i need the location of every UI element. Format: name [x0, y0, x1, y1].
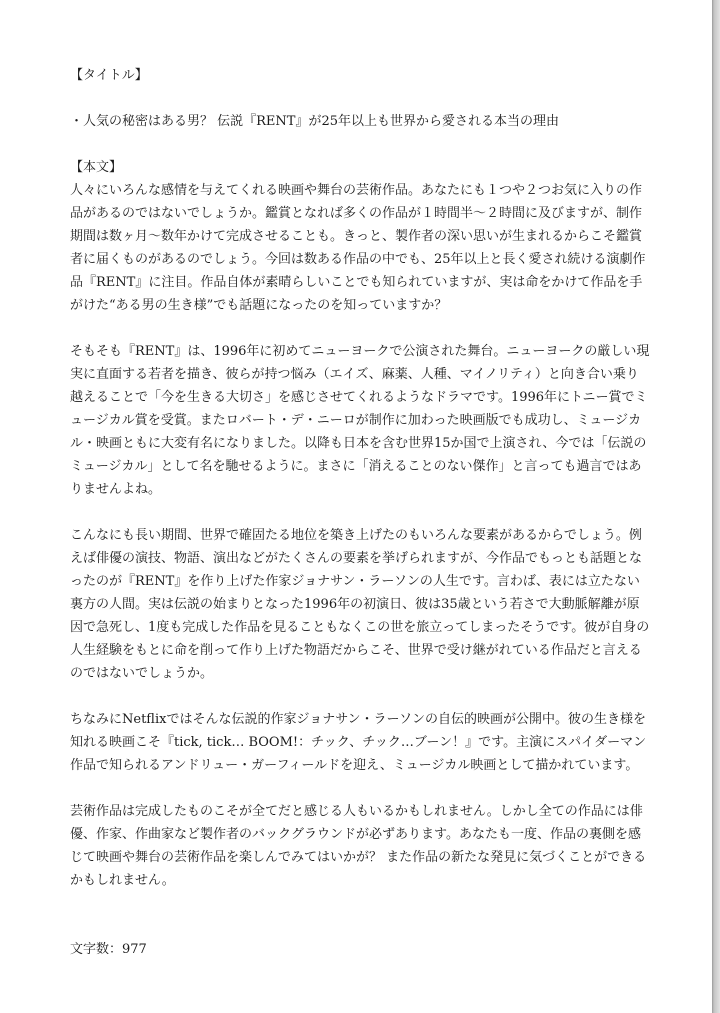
body-paragraph-3: こんなにも長い期間、世界で確固たる地位を築き上げたのもいろんな要素があるからでしょう。例えば俳優の演技、物語、演出などがたくさんの要素を挙げられますが、今作品でもっとも話題となったのが『RENT』を作り上げた作家ジョナサン・ラーソンの人生です。言わば、表には立たない裏方の人間。実は伝説の始まりとなった1996年の初演日、彼は35歳という若さで大動脈解離が原因で急死し、1度も完成した作品を見ることもなくこの世を旅立ってしまったそうです。彼が自身の人生経験をもとに命を削って作り上げた物語だからこそ、世界で受け継がれている作品だと言えるのではないでしょうか。 [70, 528, 650, 681]
title-label: 【タイトル】 [70, 68, 148, 83]
body-paragraph-2: そもそも『RENT』は、1996年に初めてニューヨークで公演された舞台。ニューヨークの厳しい現実に直面する若者を描き、彼らが持つ悩み（エイズ、麻薬、人種、マイノリティ）と向き合い乗り越えることで「今を生きる大切さ」を感じさせてくれるようなドラマです。1996年にトニー賞でミュージカル賞を受賞。またロバート・デ・ニーロが制作に加わった映画版でも成功し、ミュージカル・映画ともに大変有名になりました。以降も日本を含む世界15か国で上演され、今では「伝説のミュージカル」として名を馳せるように。まさに「消えることのない傑作」と言っても過言ではありませんよね。 [70, 344, 650, 497]
character-count: 文字数：977 [70, 942, 147, 957]
article-title: ・人気の秘密はある男？ 伝説『RENT』が25年以上も世界から愛される本当の理由 [70, 114, 559, 129]
body-paragraph-4: ちなみにNetflixではそんな伝説的作家ジョナサン・ラーソンの自伝的映画が公開中。彼の生き様を知れる映画こそ『tick, tick… BOOM!：チック、チック…ブーン！』です。主演にスパイダーマン作品で知られるアンドリュー・ガーフィールドを迎え、ミュージカル映画として描かれています。 [70, 712, 647, 773]
body-paragraph-5: 芸術作品は完成したものこそが全てだと感じる人もいるかもしれません。しかし全ての作品には俳優、作家、作曲家など製作者のバックグラウンドが必ずあります。あなたも一度、作品の裏側を感じて映画や舞台の芸術作品を楽しんでみてはいかが？ また作品の新たな発見に気づくことができるかもしれません。 [70, 804, 647, 888]
document-content [70, 64, 650, 961]
body-label: 【本文】 [70, 160, 123, 175]
page-edge-shadow [712, 0, 720, 1013]
body-paragraph-1: 人々にいろんな感情を与えてくれる映画や舞台の芸術作品。あなたにも１つや２つお気に入りの作品があるのではないでしょうか。鑑賞となれば多くの作品が１時間半〜２時間に及びますが、制作期間は数ヶ月〜数年かけて完成させることも。きっと、製作者の深い思いが生まれるからこそ鑑賞者に届くものがあるのでしょう。今回は数ある作品の中でも、25年以上と長く愛され続ける演劇作品『RENT』に注目。作品自体が素晴らしいことでも知られていますが、実は命をかけて作品を手がけた“ある男の生き様”でも話題になったのを知っていますか？ [70, 183, 646, 313]
